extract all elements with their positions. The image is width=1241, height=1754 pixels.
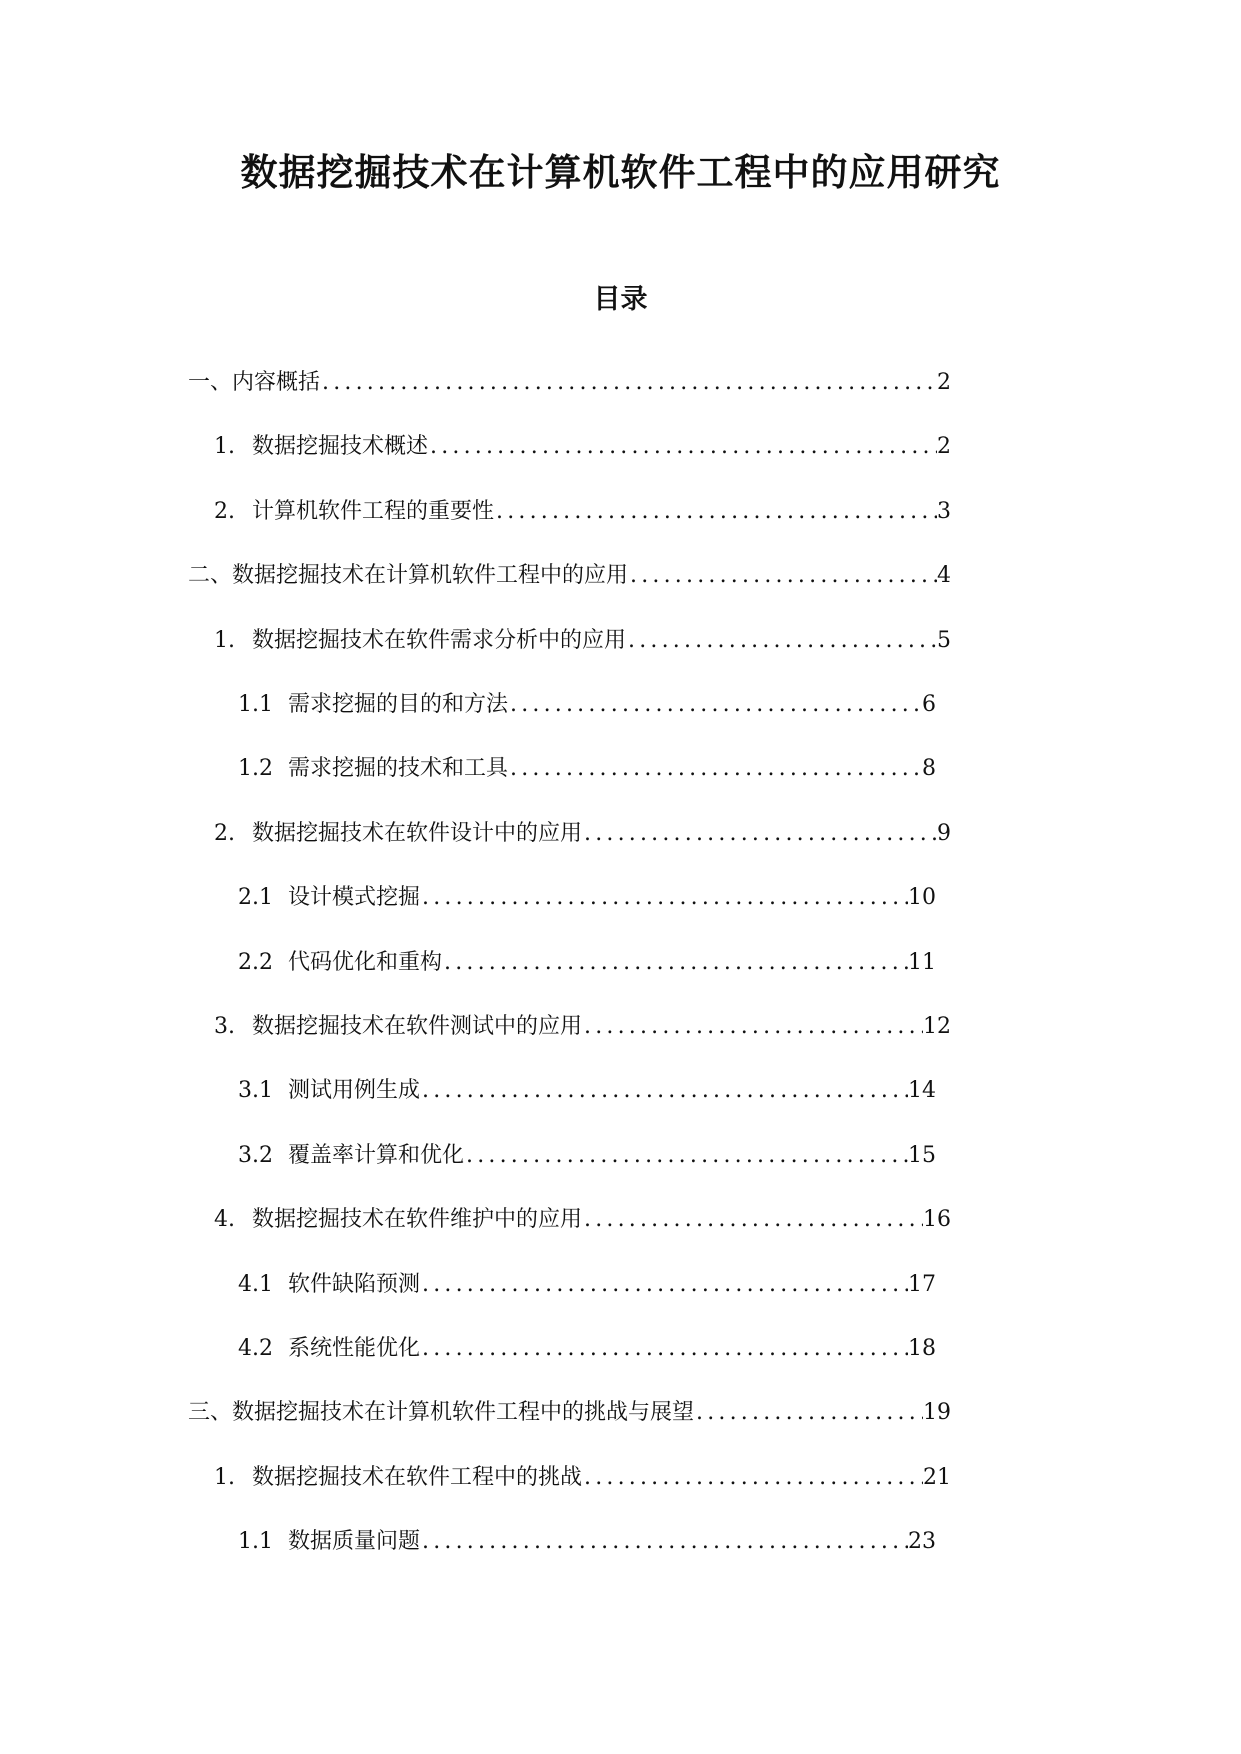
toc-entry[interactable]	[238, 1522, 936, 1562]
toc-entry-number: 三、	[188, 1400, 233, 1426]
toc-dot-leader	[420, 1329, 908, 1369]
toc-entry-number: 2.	[214, 498, 235, 524]
toc-dot-leader	[494, 492, 937, 532]
toc-page-number: 9	[937, 820, 951, 846]
toc-page-number: 16	[923, 1207, 951, 1233]
toc-dot-leader	[508, 749, 922, 789]
toc-dot-leader	[420, 1265, 908, 1305]
toc-dot-leader	[464, 1136, 908, 1176]
toc-dot-leader	[420, 1071, 908, 1111]
toc-dot-leader	[442, 943, 908, 983]
toc-entry-title: 需求挖掘的技术和工具	[288, 756, 509, 782]
toc-page-number: 6	[922, 692, 936, 717]
toc-entry-number: 3.	[214, 1014, 235, 1039]
toc-dot-leader	[582, 1007, 923, 1047]
toc-entry-number: 二、	[188, 563, 233, 589]
toc-entry-number: 4.1	[238, 1271, 273, 1297]
toc-page-number: 2	[937, 434, 951, 460]
toc-page-number: 19	[923, 1400, 951, 1426]
toc-entry-number: 1.	[214, 627, 235, 653]
toc-page-number: 2	[937, 370, 951, 395]
toc-entry-title: 数据挖掘技术概述	[252, 434, 429, 460]
toc-entry[interactable]	[238, 1136, 936, 1176]
toc-entry-title: 内容概括	[232, 370, 321, 395]
toc-entry-title: 覆盖率计算和优化	[288, 1142, 465, 1168]
toc-entry-title: 数据挖掘技术在计算机软件工程中的挑战与展望	[232, 1400, 695, 1426]
toc-entry[interactable]	[214, 814, 951, 854]
toc-dot-leader	[320, 363, 937, 403]
toc-page-number: 8	[922, 756, 936, 782]
toc-entry[interactable]	[238, 685, 936, 725]
toc-entry[interactable]	[214, 1458, 951, 1498]
toc-entry[interactable]	[214, 1200, 951, 1240]
toc-page-number: 10	[908, 885, 936, 911]
toc-page-number: 11	[908, 949, 936, 975]
toc-entry[interactable]	[238, 943, 936, 983]
toc-entry-number: 1.	[214, 1464, 235, 1490]
toc-entry-title: 数据挖掘技术在软件需求分析中的应用	[252, 627, 627, 653]
toc-entry-number: 4.2	[238, 1336, 273, 1361]
toc-page-number: 4	[937, 563, 951, 589]
toc-entry[interactable]	[214, 1007, 951, 1047]
toc-entry[interactable]	[188, 363, 951, 403]
toc-dot-leader	[508, 685, 922, 725]
toc-page-number: 12	[923, 1014, 951, 1039]
toc-entry[interactable]	[214, 621, 951, 661]
toc-dot-leader	[694, 1393, 923, 1433]
toc-entry[interactable]	[238, 1329, 936, 1369]
toc-dot-leader	[628, 556, 937, 596]
toc-entry[interactable]	[238, 878, 936, 918]
toc-entry-number: 2.	[214, 820, 235, 846]
toc-entry-number: 1.1	[238, 1529, 273, 1555]
toc-entry-number: 一、	[188, 370, 233, 395]
toc-entry-title: 需求挖掘的目的和方法	[288, 692, 509, 717]
toc-entry[interactable]	[238, 749, 936, 789]
toc-entry-title: 计算机软件工程的重要性	[252, 498, 495, 524]
toc-entry-title: 数据挖掘技术在软件维护中的应用	[252, 1207, 583, 1233]
toc-entry[interactable]	[188, 556, 951, 596]
toc-dot-leader	[420, 1522, 908, 1562]
toc-entry[interactable]	[214, 427, 951, 467]
toc-entry[interactable]	[214, 492, 951, 532]
toc-entry-title: 数据挖掘技术在软件设计中的应用	[252, 820, 583, 846]
toc-heading: 目录	[593, 284, 648, 315]
toc-page-number: 17	[908, 1271, 936, 1297]
toc-dot-leader	[582, 814, 937, 854]
toc-entry-title: 数据质量问题	[288, 1529, 421, 1555]
toc-dot-leader	[626, 621, 937, 661]
toc-entry-number: 1.1	[238, 692, 273, 717]
toc-entry-title: 测试用例生成	[288, 1078, 421, 1104]
toc-entry[interactable]	[188, 1393, 951, 1433]
toc-entry-title: 代码优化和重构	[288, 949, 443, 975]
toc-page-number: 18	[908, 1336, 936, 1361]
toc-page-number: 3	[937, 498, 951, 524]
toc-entry-number: 4.	[214, 1207, 235, 1233]
toc-page-number: 14	[908, 1078, 936, 1104]
toc-page-number: 5	[937, 627, 951, 653]
toc-entry-title: 软件缺陷预测	[288, 1271, 421, 1297]
document-title: 数据挖掘技术在计算机软件工程中的应用研究	[240, 151, 1001, 194]
toc-page-number: 15	[908, 1142, 936, 1168]
toc-entry-title: 数据挖掘技术在软件工程中的挑战	[252, 1464, 583, 1490]
toc-entry[interactable]	[238, 1071, 936, 1111]
toc-entry-number: 1.	[214, 434, 235, 460]
toc-entry-title: 数据挖掘技术在软件测试中的应用	[252, 1014, 583, 1039]
toc-dot-leader	[428, 427, 937, 467]
toc-dot-leader	[420, 878, 908, 918]
toc-entry-number: 2.1	[238, 885, 273, 911]
toc-entry-number: 2.2	[238, 949, 273, 975]
toc-dot-leader	[582, 1200, 923, 1240]
toc-page-number: 23	[908, 1529, 936, 1555]
toc-entry-title: 数据挖掘技术在计算机软件工程中的应用	[232, 563, 629, 589]
toc-entry-title: 系统性能优化	[288, 1336, 421, 1361]
toc-entry-number: 1.2	[238, 756, 273, 782]
toc-entry[interactable]	[238, 1265, 936, 1305]
toc-page-number: 21	[923, 1464, 951, 1490]
toc-entry-number: 3.2	[238, 1142, 273, 1168]
toc-entry-title: 设计模式挖掘	[288, 885, 421, 911]
toc-dot-leader	[582, 1458, 923, 1498]
toc-entry-number: 3.1	[238, 1078, 273, 1104]
